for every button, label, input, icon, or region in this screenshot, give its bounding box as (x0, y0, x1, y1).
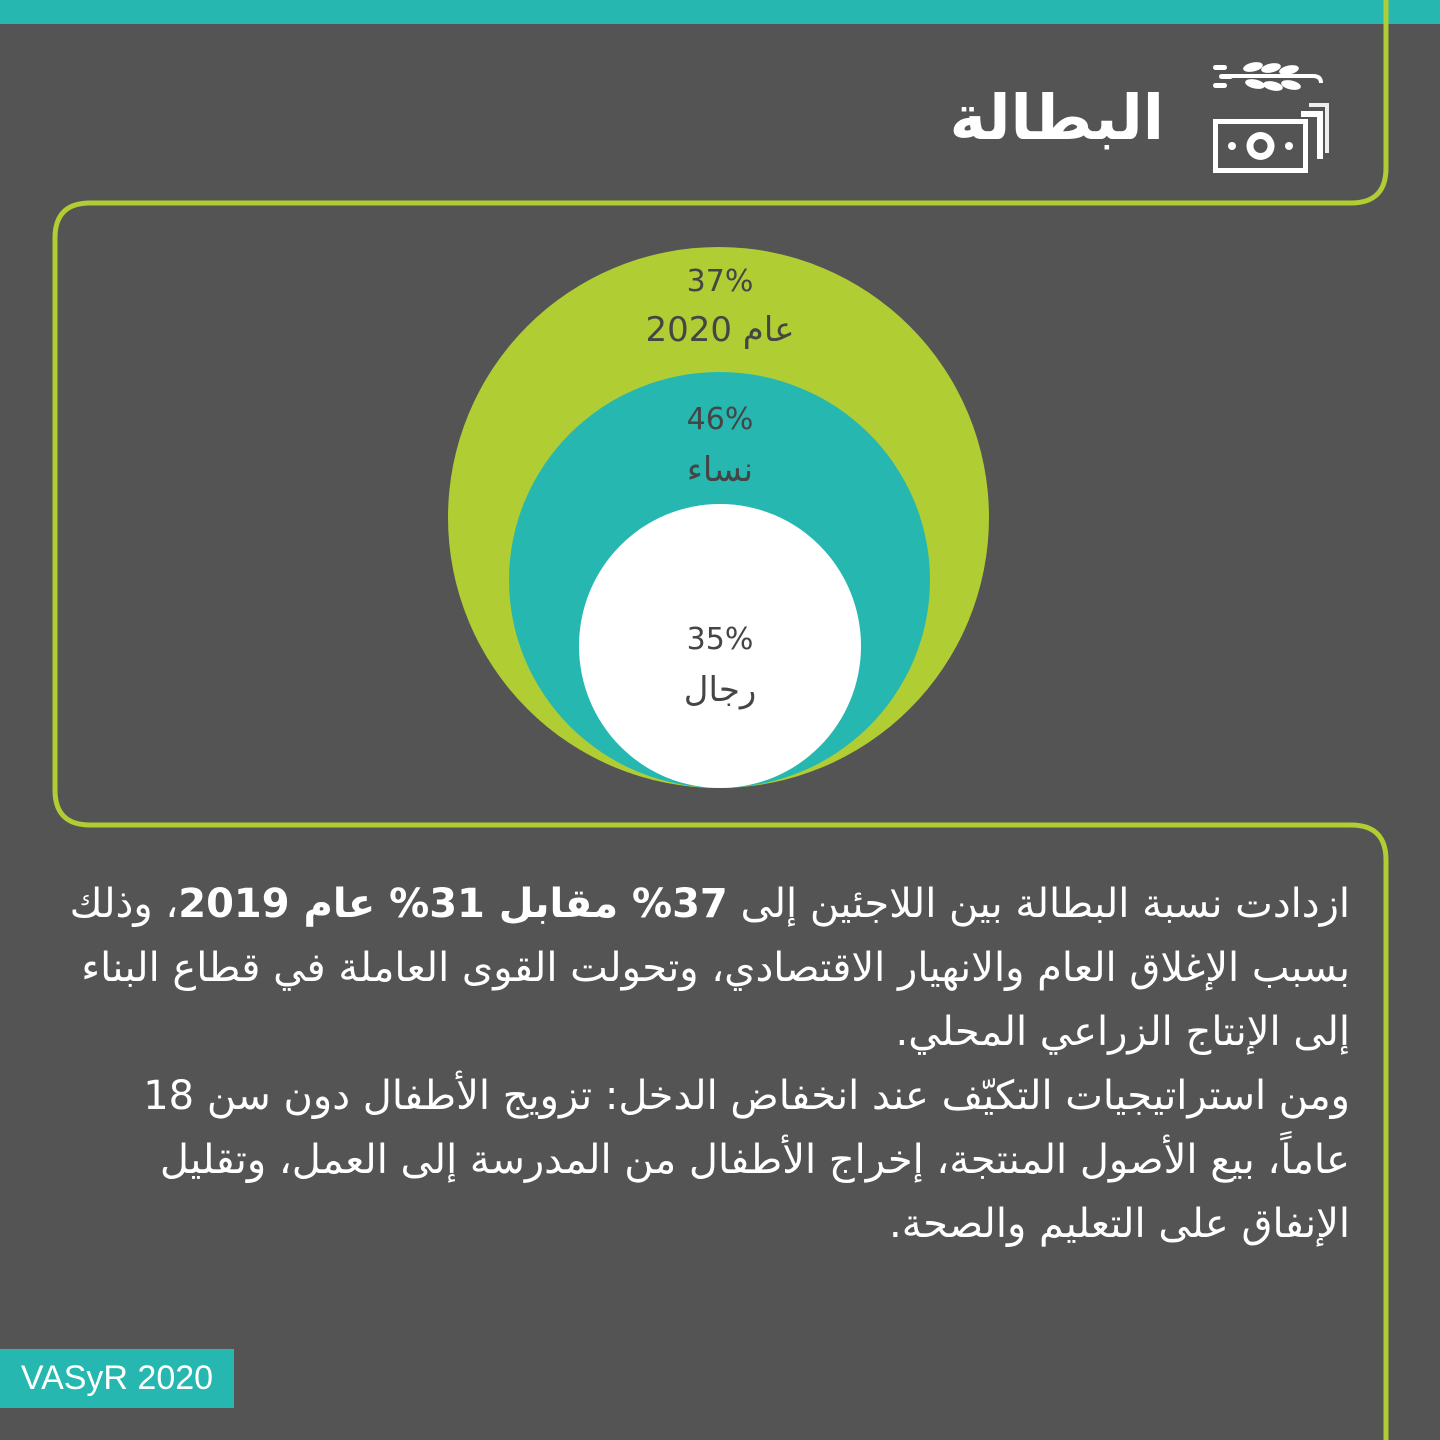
source-badge: VASyR 2020 (0, 1349, 234, 1408)
paragraph-1-start: ازدادت نسبة البطالة بين اللاجئين إلى (727, 881, 1350, 927)
women-label: نساء (686, 450, 754, 490)
paragraph-unemployment (60, 872, 1350, 1064)
paragraph-1-end: ، وذلك بسبب الإغلاق العام والانهيار الاقتصادي، وتحولت القوى العاملة في قطاع البناء إلى الإنتاج الزراعي المحلي. (69, 881, 1350, 1055)
highlight-stat: 37% مقابل 31% عام 2019 (178, 881, 728, 927)
description-text (60, 872, 1350, 1256)
paragraph-coping-strategies: ومن استراتيجيات التكيّف عند انخفاض الدخل: تزويج الأطفال دون سن 18 عاماً، بيع الأصول المنتجة، إخراج الأطفال من المدرسة إلى العمل، وتقليل الإنفاق على التعليم والصحة. (143, 1073, 1350, 1247)
men-label: رجال (683, 670, 757, 710)
men-value-label: 35% (686, 622, 754, 657)
money-wheat-icon (1205, 55, 1330, 180)
year-label: عام 2020 (645, 310, 795, 350)
year-value-label: 37% (686, 264, 754, 299)
page-title: البطالة (949, 81, 1164, 154)
women-value-label: 46% (686, 402, 754, 437)
